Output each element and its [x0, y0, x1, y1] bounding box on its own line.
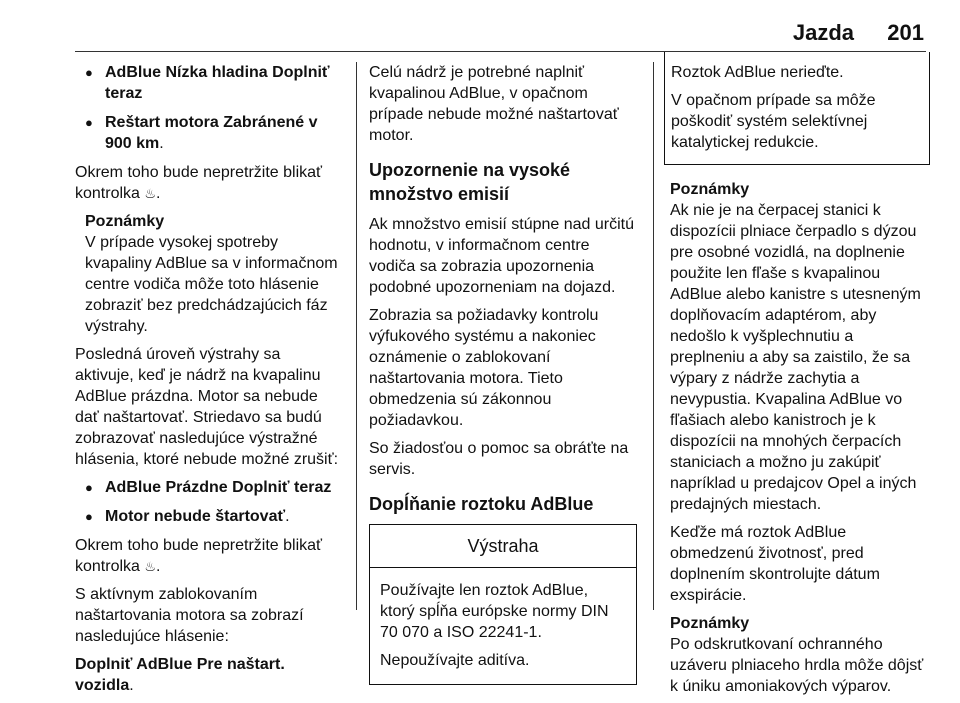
section-heading: Dopĺňanie roztoku AdBlue — [369, 494, 594, 514]
column-divider-1 — [356, 62, 357, 610]
bullet-item: ● Motor nebude štartovať. — [75, 506, 343, 527]
column-divider-2 — [653, 62, 654, 610]
paragraph: Posledná úroveň výstrahy sa aktivuje, keď je nádrž na kvapalinu AdBlue prázdna. Motor sa nebude dať naštartovať. Striedavo sa budú zobrazovať nasledujúce výstražné hlásenia, ktoré nebude možné zrušiť: — [75, 346, 339, 468]
note-text: Po odskrutkovaní ochranného uzáveru plniaceho hrdla môže dôjsť k úniku amoniakových výparov. — [670, 636, 924, 695]
chapter-title: Jazda — [792, 20, 854, 45]
bullet-item: ● AdBlue Prázdne Doplniť teraz — [75, 477, 343, 498]
paragraph: S aktívnym zablokovaním naštartovania motora sa zobrazí nasledujúce hlásenie: — [75, 586, 304, 645]
note-block — [75, 211, 343, 337]
paragraph: Okrem toho bude nepretržite blikať kontrolka ♨. — [75, 164, 323, 202]
adblue-warning-icon: ♨ — [144, 186, 157, 201]
warning-box — [369, 524, 637, 685]
note-text: V prípade vysokej spotreby kvapaliny AdBlue sa v informačnom centre vodiča môže toto hlásenie zobraziť bez predchádzajúcich fáz výstrahy. — [85, 234, 338, 335]
note-title: Poznámky — [670, 615, 750, 632]
warning-box-continued: Roztok AdBlue nerieďte. V opačnom prípade sa môže poškodiť systém selektívnej katalytickej redukcie. — [664, 52, 930, 165]
bullet-item: ● AdBlue Nízka hladina Doplniť teraz — [75, 62, 343, 104]
section-heading: Upozornenie na vysoké množstvo emisií — [369, 160, 571, 204]
column-1 — [75, 62, 343, 703]
paragraph: Celú nádrž je potrebné naplniť kvapalinou AdBlue, v opačnom prípade nebude možné naštartovať motor. — [369, 64, 619, 144]
paragraph: Okrem toho bude nepretržite blikať kontrolka ♨. — [75, 537, 323, 575]
note-title: Poznámky — [85, 213, 165, 230]
column-2 — [369, 62, 637, 685]
paragraph: Doplniť AdBlue Pre naštart. vozidla. — [75, 656, 285, 694]
adblue-warning-icon: ♨ — [144, 559, 157, 574]
paragraph: Keďže má roztok AdBlue obmedzenú životnosť, pred doplnením skontrolujte dátum exspirácie. — [670, 524, 880, 604]
note-title: Poznámky — [670, 181, 750, 198]
paragraph: Zobrazia sa požiadavky kontrolu výfukového systému a nakoniec oznámenie o zablokovaní naštartovania motora. Tieto obmedzenia sú zákonnou požiadavkou. — [369, 307, 599, 429]
warning-body: Používajte len roztok AdBlue, ktorý spĺňa európske normy DIN 70 070 a ISO 22241-1. Nepoužívajte aditíva. — [380, 582, 609, 669]
column-3 — [670, 52, 930, 697]
bullet-item: ● Reštart motora Zabránené v 900 km. — [75, 112, 343, 154]
paragraph: So žiadosťou o pomoc sa obráťte na servis. — [369, 440, 629, 478]
warning-title: Výstraha — [370, 525, 636, 568]
note-text: Ak nie je na čerpacej stanici k dispozícii plniace čerpadlo s dýzou pre osobné vozidlá, na doplnenie použite len fľaše s kvapalinou AdBlue alebo kanistre s utesneným doplňovacím adaptérom, aby nedošlo k vyšplechnutiu a preplneniu a aby sa zaistilo, že sa výpary z nádrže zachytia a nevypustia. Kvapalina AdBlue vo fľašiach alebo kanistroch je k dispozícii na mnohých čerpacích staniciach a možno ju zakúpiť napríklad u predajcov Opel a iných predajných miestach. — [670, 202, 921, 513]
note-block — [670, 179, 930, 515]
note-block — [670, 613, 930, 697]
page-number: 201 — [887, 20, 924, 45]
paragraph: Ak množstvo emisií stúpne nad určitú hodnotu, v informačnom centre vodiča sa zobrazia upozornenia podobné upozorneniam na dojazd. — [369, 216, 635, 296]
page-header — [0, 0, 960, 52]
